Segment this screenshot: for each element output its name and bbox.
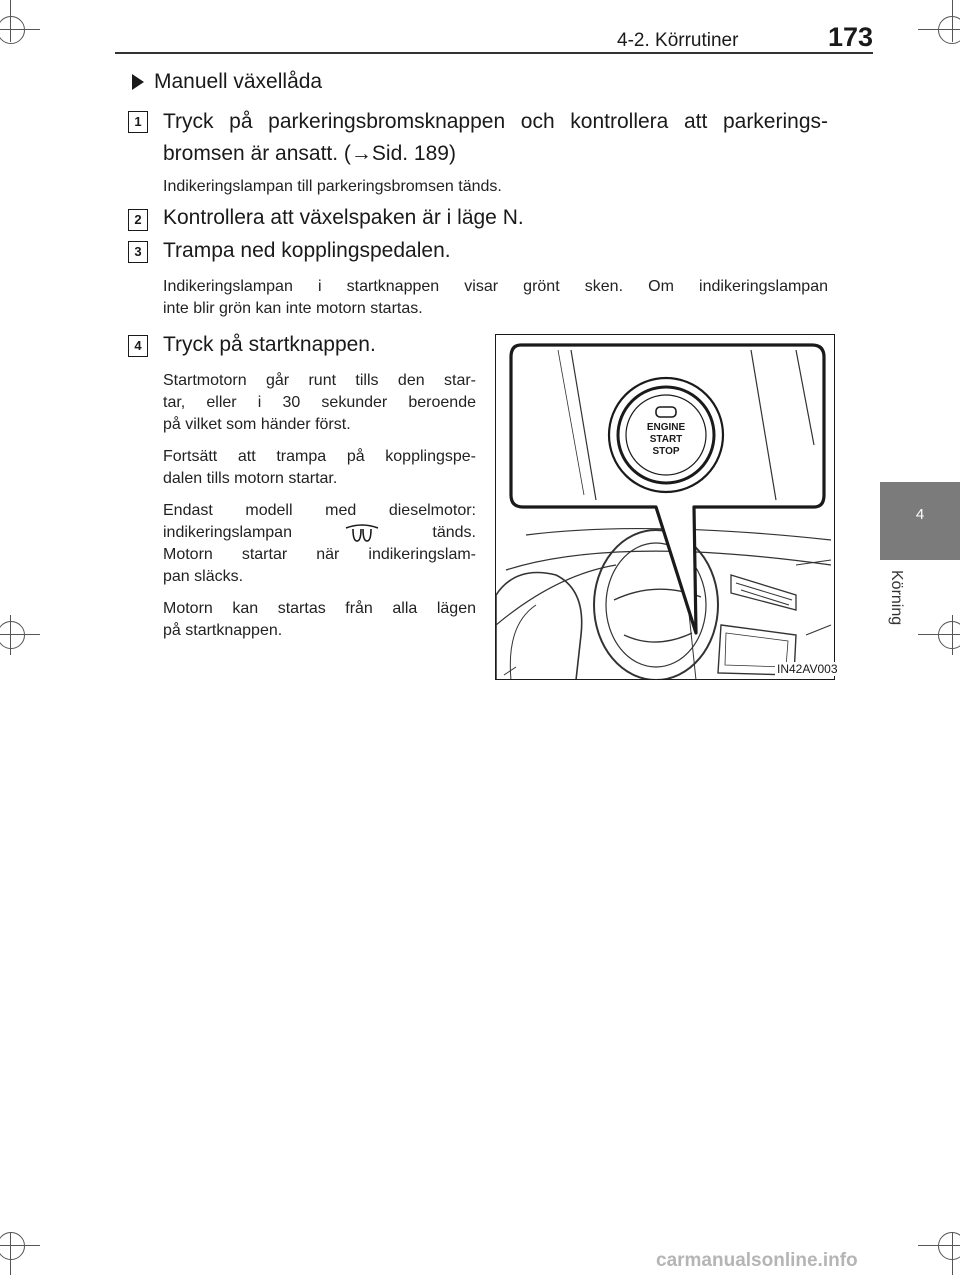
step-2-text: Kontrollera att växelspaken är i läge N. [163, 206, 524, 229]
heading-text: Manuell växellåda [154, 70, 323, 93]
step-1-note: Indikeringslampan till parkeringsbromsen tänds. [163, 178, 502, 195]
chapter-label: Körning [888, 570, 905, 626]
step-4-note-3-line1: Endast modell med dieselmotor: [163, 502, 476, 519]
triangle-right-icon [132, 74, 144, 90]
step-number-3: 3 [128, 241, 148, 263]
watermark: carmanualsonline.info [656, 1250, 858, 1271]
step-number-4: 4 [128, 335, 148, 357]
note-text-indikeringslampan: indikeringslampan [163, 524, 292, 541]
start-button-figure [495, 334, 835, 680]
step-number-2: 2 [128, 209, 148, 231]
step-3-note-line2: inte blir grön kan inte motorn startas. [163, 300, 423, 317]
step-4-note-2-line1: Fortsätt att trampa på kopplingspe- [163, 448, 476, 465]
chapter-tab [880, 482, 960, 560]
step-1-text-line2: bromsen är ansatt. (→Sid. 189) [163, 142, 456, 165]
step-4-note-4-line1: Motorn kan startas från alla lägen [163, 600, 476, 617]
step-3-note-line1: Indikeringslampan i startknappen visar grönt sken. Om indikeringslampan [163, 278, 828, 295]
section-title: 4-2. Körrutiner [617, 30, 739, 51]
step-number-1: 1 [128, 111, 148, 133]
figure-illustration [496, 335, 835, 680]
step-4-note-1-line2: tar, eller i 30 sekunder beroende [163, 394, 476, 411]
step-4-text: Tryck på startknappen. [163, 333, 376, 356]
note-text-tands: tänds. [432, 524, 476, 541]
page-number: 173 [828, 22, 874, 52]
section-heading [132, 70, 322, 94]
step-4-note-1-line3: på vilket som händer först. [163, 416, 351, 433]
step-3-text: Trampa ned kopplingspedalen. [163, 239, 451, 262]
step-4-note-1-line1: Startmotorn går runt tills den star- [163, 372, 476, 389]
button-label-stop: STOP [652, 446, 680, 457]
figure-code: IN42AV003 [777, 662, 838, 676]
header-rule [115, 52, 873, 54]
step-4-note-2-line2: dalen tills motorn startar. [163, 470, 338, 487]
button-label-start: START [649, 434, 683, 445]
step-4-note-4-line2: på startknappen. [163, 622, 283, 639]
step-1-text-line1: Tryck på parkeringsbromsknappen och kontrollera att parkerings- [163, 110, 828, 133]
step-4-note-3-line3: Motorn startar när indikeringslam- [163, 546, 476, 563]
glow-plug-indicator-icon [340, 524, 384, 542]
step-4-note-3-line4: pan släcks. [163, 568, 244, 585]
button-label-engine: ENGINE [646, 422, 686, 433]
chapter-number: 4 [915, 506, 925, 523]
step-4-note-3-line2 [163, 522, 476, 544]
